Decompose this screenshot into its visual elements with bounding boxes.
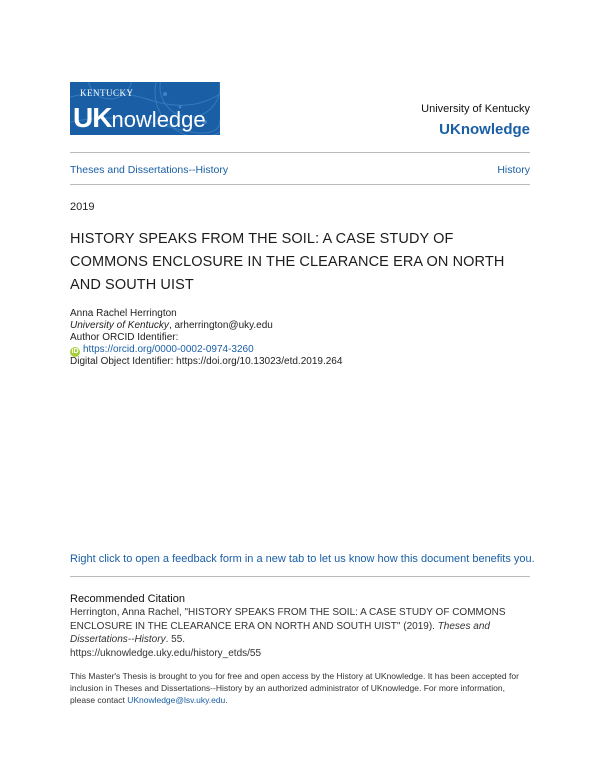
footer-end: .: [225, 695, 228, 705]
author-name: Anna Rachel Herrington: [70, 308, 177, 319]
author-email: , arherrington@uky.edu: [168, 320, 273, 331]
logo-kentucky-text: KENTUCKY: [80, 88, 134, 98]
contact-email-link[interactable]: UKnowledge@lsv.uky.edu: [127, 695, 226, 705]
top-divider: [70, 152, 530, 153]
orcid-label: Author ORCID Identifier:: [70, 332, 179, 343]
footer-text: This Master's Thesis is brought to you for free and open access by the History at UKnowledge. It has been accepted for inclusion in Theses and Dissertations--History by an authorized administrator of UKnowledge. For more information, please contact: [70, 671, 519, 705]
doi-line: Digital Object Identifier: https://doi.org/10.13023/etd.2019.264: [70, 356, 343, 367]
feedback-link[interactable]: Right click to open a feedback form in a new tab to let us know how this document benefits you.: [70, 553, 535, 565]
citation-number: . 55.: [165, 634, 186, 645]
department-link[interactable]: History: [497, 164, 530, 176]
author-affiliation: [70, 320, 273, 332]
document-title: HISTORY SPEAKS FROM THE SOIL: A CASE STUDY OF COMMONS ENCLOSURE IN THE CLEARANCE ERA ON NORTH AND SOUTH UIST: [70, 231, 505, 293]
orcid-icon: iD: [71, 348, 79, 355]
logo-wordmark: [73, 102, 206, 134]
feedback-divider: [70, 576, 530, 577]
logo-uk: UK: [73, 102, 112, 133]
logo-nowledge: nowledge: [111, 107, 206, 132]
university-name: University of Kentucky: [421, 103, 530, 115]
access-statement: [70, 670, 530, 706]
orcid-link[interactable]: https://orcid.org/0000-0002-0974-3260: [83, 344, 254, 355]
citation-text: Herrington, Anna Rachel, "HISTORY SPEAKS FROM THE SOIL: A CASE STUDY OF COMMONS ENCLOSURE IN THE CLEARANCE ERA ON NORTH AND SOUTH UIST" (2019).: [70, 607, 506, 632]
citation-body: [70, 606, 540, 660]
citation-heading: Recommended Citation: [70, 593, 185, 605]
nav-divider: [70, 184, 530, 185]
publication-year: 2019: [70, 201, 95, 213]
repository-name[interactable]: UKnowledge: [439, 121, 530, 138]
uknowledge-logo[interactable]: [70, 82, 220, 135]
citation-url: https://uknowledge.uky.edu/history_etds/55: [70, 647, 262, 659]
collection-link[interactable]: Theses and Dissertations--History: [70, 164, 229, 176]
affiliation-name: University of Kentucky: [70, 320, 169, 331]
citation-series: Theses and Dissertations--History: [70, 620, 490, 645]
